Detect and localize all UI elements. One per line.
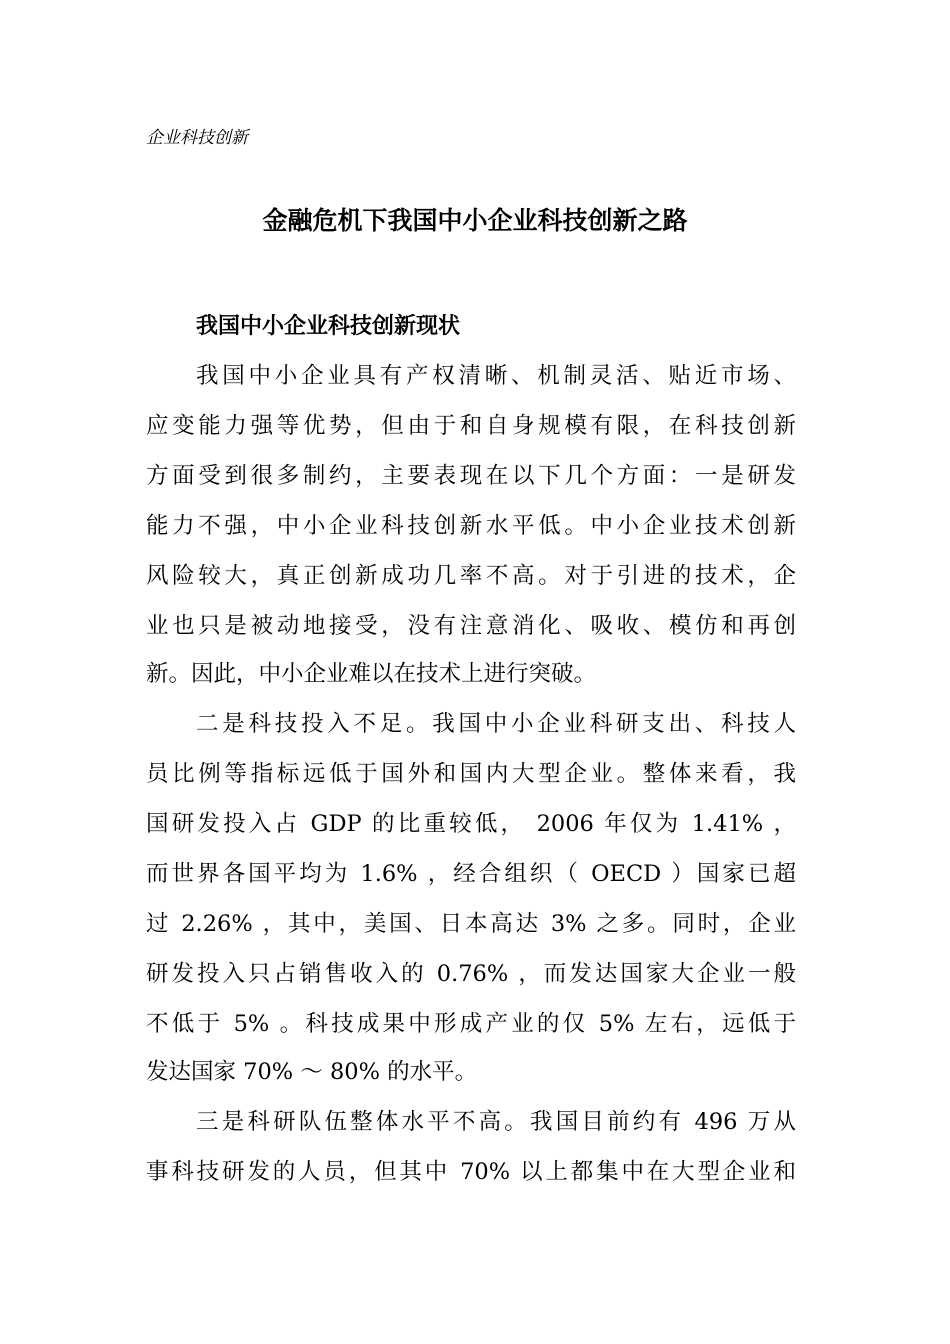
body-line: 应变能力强等优势，但由于和自身规模有限，在科技创新 bbox=[146, 413, 796, 439]
body-line: 三是科研队伍整体水平不高。我国目前约有 496 万从 bbox=[196, 1109, 796, 1135]
body-line: 发达国家 70% ～ 80% 的水平。 bbox=[146, 1059, 478, 1085]
body-line: 方面受到很多制约，主要表现在以下几个方面：一是研发 bbox=[146, 463, 796, 489]
body-line: 国研发投入占 GDP 的比重较低， 2006 年仅为 1.41% ， bbox=[146, 811, 796, 837]
body-line: 过 2.26% ，其中，美国、日本高达 3% 之多。同时，企业 bbox=[146, 911, 796, 937]
body-line: 研发投入只占销售收入的 0.76% ，而发达国家大企业一般 bbox=[146, 961, 796, 987]
page-title: 金融危机下我国中小企业科技创新之路 bbox=[262, 206, 688, 235]
body-line: 不低于 5% 。科技成果中形成产业的仅 5% 左右，远低于 bbox=[146, 1011, 796, 1037]
body-line: 事科技研发的人员，但其中 70% 以上都集中在大型企业和 bbox=[146, 1159, 796, 1185]
body-line: 而世界各国平均为 1.6% ，经合组织（ OECD ）国家已超 bbox=[146, 861, 796, 887]
body-line: 我国中小企业具有产权清晰、机制灵活、贴近市场、 bbox=[196, 363, 796, 389]
running-header: 企业科技创新 bbox=[146, 128, 248, 148]
body-line: 风险较大，真正创新成功几率不高。对于引进的技术，企 bbox=[146, 563, 796, 589]
section-heading: 我国中小企业科技创新现状 bbox=[196, 313, 461, 339]
body-line: 二是科技投入不足。我国中小企业科研支出、科技人 bbox=[196, 711, 796, 737]
body-line: 业也只是被动地接受，没有注意消化、吸收、模仿和再创 bbox=[146, 613, 796, 639]
body-line: 员比例等指标远低于国外和国内大型企业。整体来看，我 bbox=[146, 761, 796, 787]
body-line: 新。因此，中小企业难以在技术上进行突破。 bbox=[146, 661, 597, 687]
body-line: 能力不强，中小企业科技创新水平低。中小企业技术创新 bbox=[146, 513, 796, 539]
